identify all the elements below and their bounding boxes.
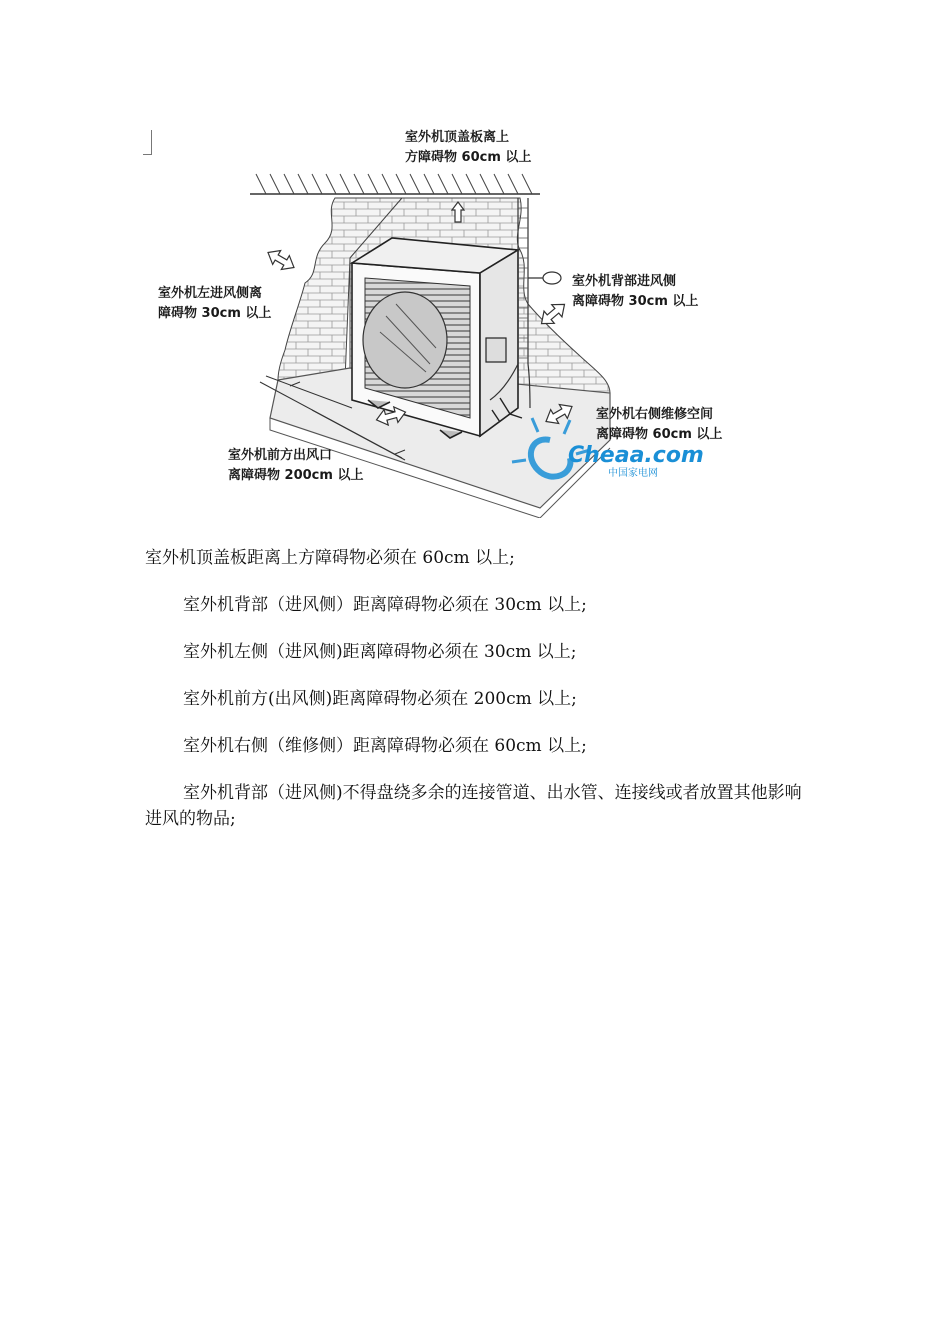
callout-front-clearance (228, 446, 363, 486)
ceiling-hatch (250, 174, 540, 194)
callout-line: 室外机右侧维修空间 (596, 407, 714, 422)
callout-line: 离障碍物 200cm 以上 (228, 468, 364, 483)
callout-line: 室外机左进风侧离 (158, 286, 263, 301)
callout-line: 室外机背部进风侧 (572, 274, 677, 289)
paragraph-left-clearance: 室外机左侧（进风侧)距离障碍物必须在 30cm 以上; (183, 642, 577, 662)
outdoor-unit (352, 238, 522, 438)
callout-left-clearance (158, 284, 271, 324)
paragraph-right-clearance: 室外机右侧（维修侧）距离障碍物必须在 60cm 以上; (183, 736, 587, 756)
paragraph-back-clearance: 室外机背部（进风侧）距离障碍物必须在 30cm 以上; (183, 595, 587, 615)
callout-right-clearance (596, 405, 722, 445)
callout-line: 离障碍物 30cm 以上 (572, 294, 699, 309)
callout-back-clearance (572, 272, 698, 312)
callout-line: 障碍物 30cm 以上 (158, 306, 272, 321)
callout-line: 室外机顶盖板离上 (405, 130, 510, 145)
paragraph-back-obstruction: 室外机背部（进风侧)不得盘绕多余的连接管道、出水管、连接线或者放置其他影响进风的物品; (145, 783, 802, 829)
paragraph-top-clearance: 室外机顶盖板距离上方障碍物必须在 60cm 以上; (145, 548, 515, 568)
paragraph-front-clearance: 室外机前方(出风侧)距离障碍物必须在 200cm 以上; (183, 689, 577, 709)
callout-top-clearance (405, 128, 531, 168)
body-text (145, 545, 810, 853)
watermark-brand: Cheaa.com (568, 443, 704, 468)
watermark-subtitle: 中国家电网 (608, 468, 658, 479)
callout-line: 离障碍物 60cm 以上 (596, 427, 723, 442)
callout-line: 室外机前方出风口 (228, 448, 333, 463)
left-clearance-arrow (264, 246, 298, 275)
callout-line: 方障碍物 60cm 以上 (405, 150, 532, 165)
